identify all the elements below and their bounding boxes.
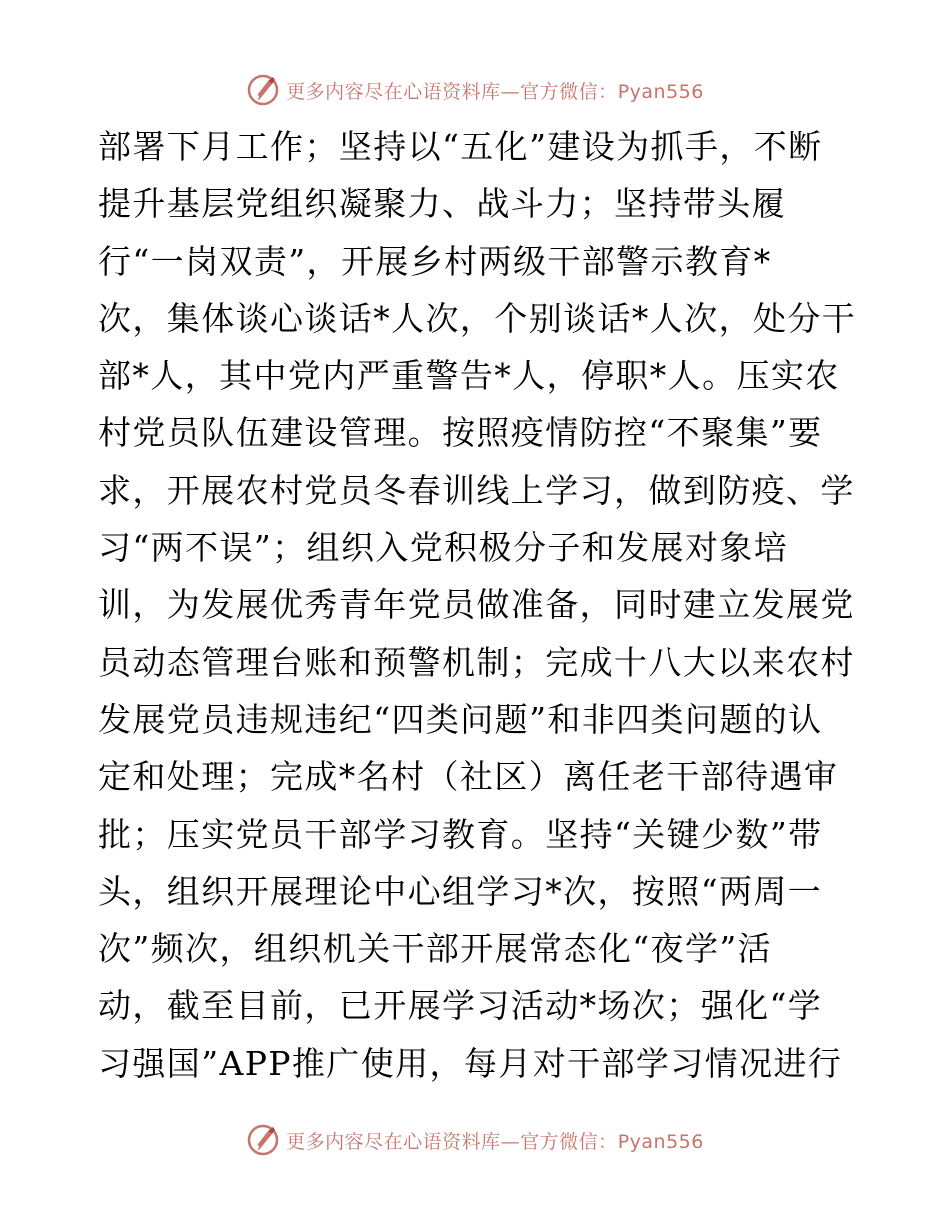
watermark-wechat-id: Pyan556 [617, 1130, 704, 1153]
body-line: 提升基层党组织凝聚力、战斗力；坚持带头履 [98, 184, 786, 224]
body-line: 定和处理；完成*名村（社区）离任老干部待遇审 [98, 757, 839, 797]
body-line: 村党员队伍建设管理。按照疫情防控“不聚集”要 [98, 413, 823, 453]
body-line: 批；压实党员干部学习教育。坚持“关键少数”带 [98, 814, 823, 854]
body-line: 习强国”APP推广使用，每月对干部学习情况进行 [98, 1043, 843, 1083]
body-line: 求，开展农村党员冬春训线上学习，做到防疫、学 [98, 470, 855, 510]
watermark-wechat-id: Pyan556 [617, 80, 704, 103]
watermark-wechat-label: 官方微信： [520, 80, 618, 103]
body-line: 次”频次，组织机关干部开展常态化“夜学”活 [98, 929, 773, 969]
watermark-separator: — [500, 80, 521, 103]
watermark-text: 更多内容尽在心语资料库 [286, 1130, 501, 1153]
watermark-wechat-label: 官方微信： [520, 1130, 618, 1153]
body-line: 员动态管理台账和预警机制；完成十八大以来农村 [98, 642, 855, 682]
body-line: 头，组织开展理论中心组学习*次，按照“两周一 [98, 871, 823, 911]
footer-watermark [0, 1120, 950, 1160]
body-line: 次，集体谈心谈话*人次，个别谈话*人次，处分干 [98, 298, 857, 338]
header-watermark [0, 70, 950, 110]
body-line: 发展党员违规违纪“四类问题”和非四类问题的认 [98, 699, 823, 739]
watermark-separator: — [500, 1130, 521, 1153]
body-line: 行“一岗双责”，开展乡村两级干部警示教育* [98, 241, 772, 281]
body-line: 部*人，其中党内严重警告*人，停职*人。压实农 [98, 356, 840, 396]
body-line: 训，为发展优秀青年党员做准备，同时建立发展党 [98, 585, 855, 625]
body-line: 部署下月工作；坚持以“五化”建设为抓手，不断 [98, 127, 823, 166]
body-line: 习“两不误”；组织入党积极分子和发展对象培 [98, 528, 789, 568]
watermark-text: 更多内容尽在心语资料库 [286, 80, 501, 103]
document-body [98, 118, 858, 1092]
quill-pen-logo-icon [246, 73, 280, 107]
body-line: 动，截至目前，已开展学习活动*场次；强化“学 [98, 986, 823, 1026]
quill-pen-logo-icon [246, 1123, 280, 1157]
